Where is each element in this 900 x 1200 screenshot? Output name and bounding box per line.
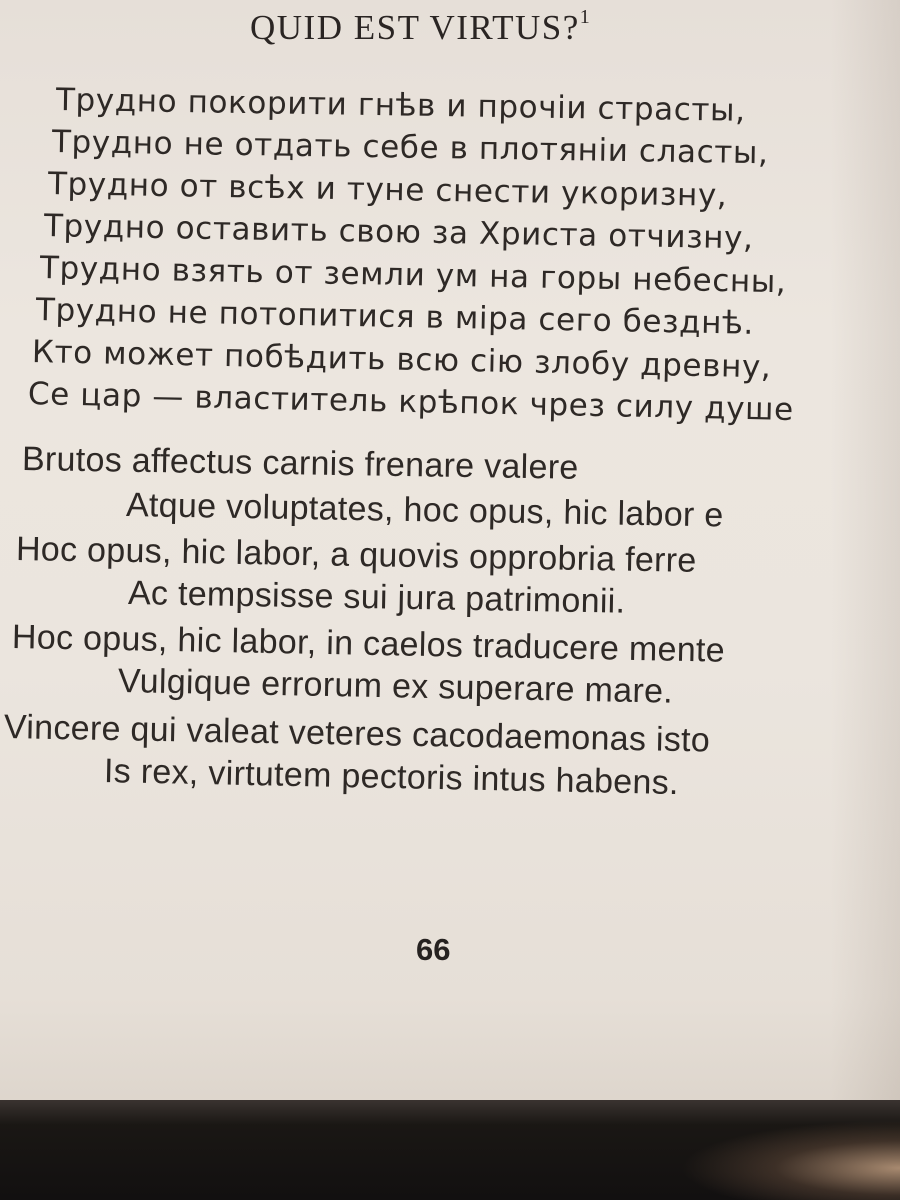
russian-line: Трудно не отдать себе в плотяніи сласты,: [51, 124, 769, 172]
russian-line: Трудно покорити гнѣв и прочіи страсты,: [55, 82, 746, 129]
latin-line: Hoc opus, hic labor, in caelos traducere mente: [11, 618, 726, 670]
poem-title-text: QUID EST VIRTUS?: [250, 8, 580, 47]
latin-line: Atque voluptates, hoc opus, hic labor e: [125, 486, 724, 535]
russian-line: Трудно оставить свою за Христа отчизну,: [43, 208, 754, 257]
latin-line: Vincere qui valeat veteres cacodaemonas isto: [3, 708, 711, 760]
poem-title: [250, 8, 591, 48]
russian-line: Кто может побѣдить всю сію злобу древну,: [31, 334, 772, 386]
background-surface: [680, 1120, 900, 1200]
russian-line: Се цар — властитель крѣпок чрез силу душе: [27, 376, 795, 429]
latin-line: Is rex, virtutem pectoris intus habens.: [103, 752, 680, 803]
latin-line: Ac tempsisse sui jura patrimonii.: [127, 574, 626, 621]
latin-line: Vulgique errorum ex superare mare.: [117, 662, 674, 711]
russian-line: Трудно от всѣх и туне снести укоризну,: [47, 166, 728, 214]
russian-line: Трудно не потопитися в міра сего безднѣ.: [35, 292, 755, 342]
title-footnote-marker: 1: [579, 6, 592, 29]
russian-line: Трудно взять от земли ум на горы небесны,: [39, 250, 787, 301]
latin-line: Brutos affectus carnis frenare valere: [21, 440, 579, 487]
latin-line: Hoc opus, hic labor, a quovis opprobria ferre: [15, 530, 697, 580]
page-number: 66: [416, 932, 451, 967]
